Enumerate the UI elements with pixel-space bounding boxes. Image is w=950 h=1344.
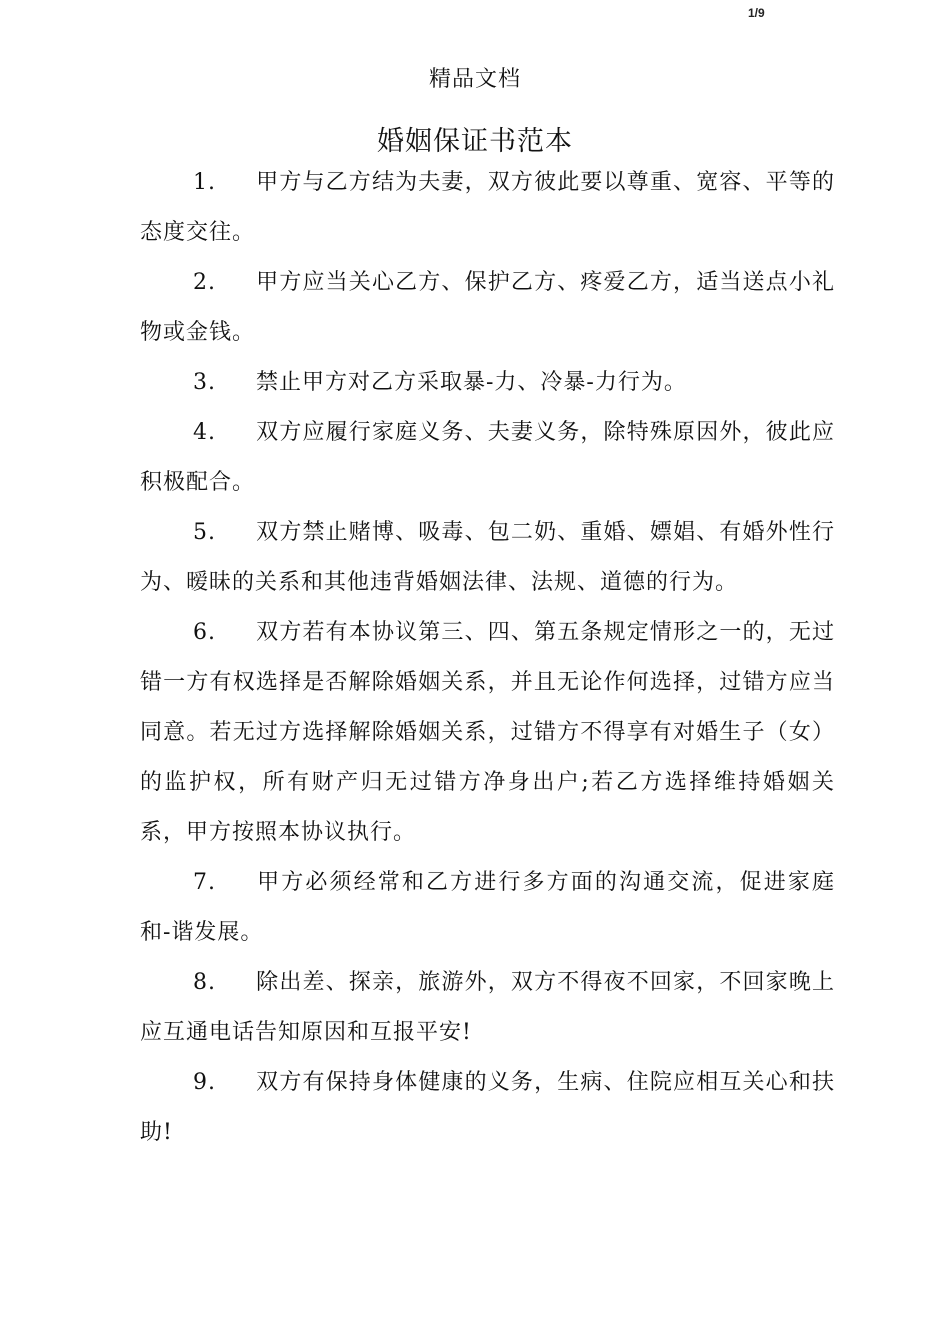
clause-number: 2.: [193, 270, 216, 295]
clause-4: [140, 408, 835, 508]
clause-number: 6.: [193, 620, 216, 645]
clause-text: 双方若有本协议第三、四、第五条规定情形之一的，无过错一方有权选择是否解除婚姻关系，并且无论作何选择，过错方应当同意。若无过方选择解除婚姻关系，过错方不得享有对婚生子（女）的监护权，所有财产归无过错方净身出户;若乙方选择维持婚姻关系，甲方按照本协议执行。: [140, 620, 835, 845]
clause-number: 8.: [193, 970, 216, 995]
clause-number: 3.: [193, 370, 216, 395]
clause-1: [140, 158, 835, 258]
clause-number: 9.: [193, 1070, 216, 1095]
clause-text: 甲方与乙方结为夫妻，双方彼此要以尊重、宽容、平等的态度交往。: [140, 170, 835, 245]
clause-text: 禁止甲方对乙方采取暴-力、冷暴-力行为。: [256, 370, 687, 395]
header-label: 精品文档: [428, 67, 521, 92]
document-body: [140, 158, 835, 1158]
clause-8: [140, 958, 835, 1058]
clause-number: 4.: [193, 420, 216, 445]
clause-number: 1.: [193, 170, 216, 195]
clause-2: [140, 258, 835, 358]
clause-3: [140, 358, 835, 408]
clause-number: 5.: [193, 520, 216, 545]
clause-text: 双方有保持身体健康的义务，生病、住院应相互关心和扶助!: [140, 1070, 835, 1145]
document-title: 婚姻保证书范本: [377, 126, 573, 157]
clause-5: [140, 508, 835, 608]
clause-6: [140, 608, 835, 858]
clause-7: [140, 858, 835, 958]
clause-text: 双方禁止赌博、吸毒、包二奶、重婚、嫖娼、有婚外性行为、暧昧的关系和其他违背婚姻法律、法规、道德的行为。: [140, 520, 835, 595]
clause-text: 甲方必须经常和乙方进行多方面的沟通交流，促进家庭和-谐发展。: [140, 870, 835, 945]
clause-9: [140, 1058, 835, 1158]
clause-text: 除出差、探亲，旅游外，双方不得夜不回家，不回家晚上应互通电话告知原因和互报平安!: [140, 970, 835, 1045]
clause-number: 7.: [193, 870, 216, 895]
clause-text: 甲方应当关心乙方、保护乙方、疼爱乙方，适当送点小礼物或金钱。: [140, 270, 835, 345]
clause-text: 双方应履行家庭义务、夫妻义务，除特殊原因外，彼此应积极配合。: [140, 420, 835, 495]
page-indicator: 1/9: [748, 6, 765, 20]
